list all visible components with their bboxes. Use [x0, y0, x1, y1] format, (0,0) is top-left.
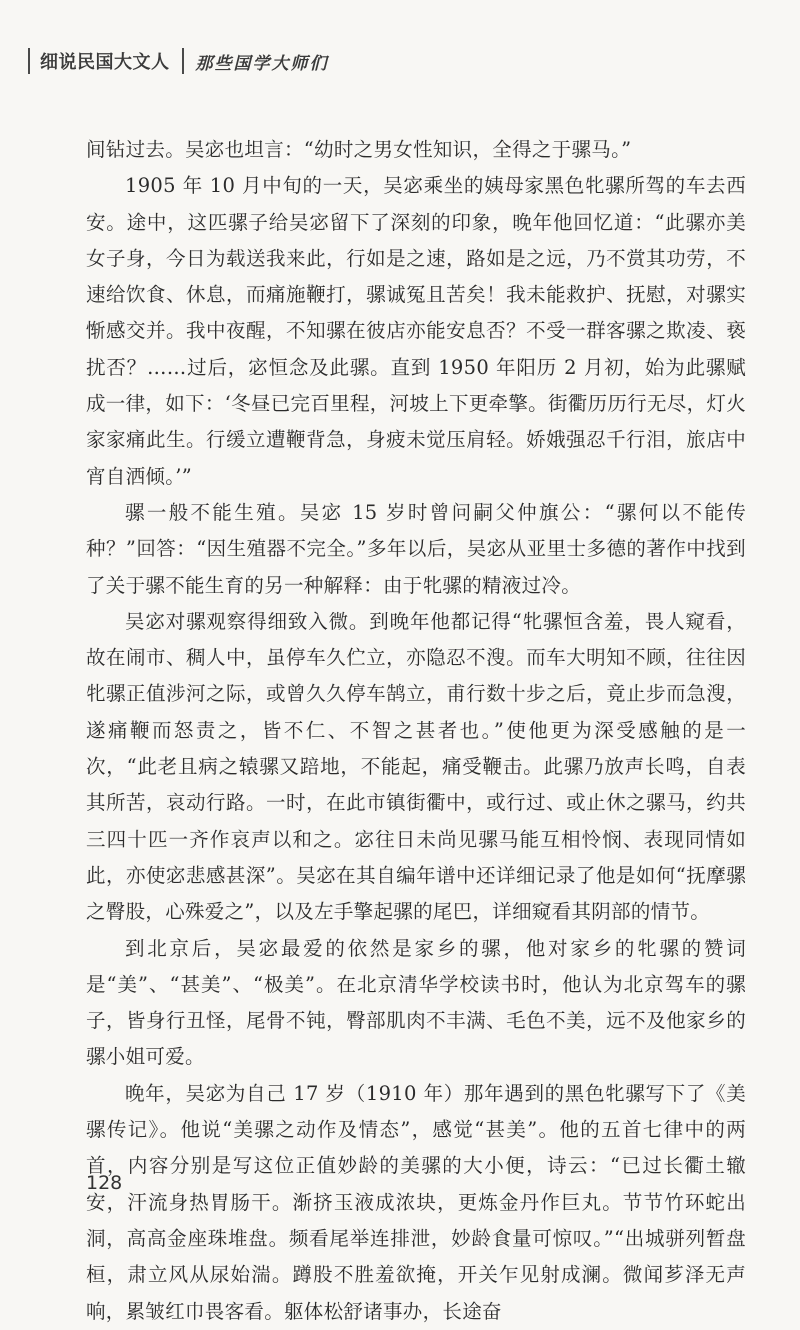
paragraph: 1905 年 10 月中旬的一天，吴宓乘坐的姨母家黑色牝骡所驾的车去西安。途中，这匹骡子给吴宓留下了深刻的印象，晚年他回忆道：“此骡亦美女子身，今日为载送我来此，行如是之速，路如是之远，乃不赏其功劳，不速给饮食、休息，而痛施鞭打，骡诚冤且苦矣！我未能救护、抚慰，对骡实惭感交并。我中夜醒，不知骡在彼店亦能安息否？不受一群客骡之欺凌、亵扰否？……过后，宓恒念及此骡。直到 1950 年阳历 2 月初，始为此骡赋成一律，如下：‘冬昼已完百里程，河坡上下更牵擎。街衢历历行无尽，灯火家家痛此生。行缓立遭鞭背急，身疲未觉压肩轻。娇娥强忍千行泪，旅店中宵自洒倾。’” [86, 174, 746, 488]
header-left-rule [28, 48, 30, 74]
paragraph: 骡一般不能生殖。吴宓 15 岁时曾问嗣父仲旗公：“骡何以不能传种？”回答：“因生殖器不完全。”多年以后，吴宓从亚里士多德的著作中找到了关于骡不能生育的另一种解释：由于牝骡的精液过冷。 [86, 500, 746, 597]
page-number: 128 [86, 1172, 123, 1194]
running-header [28, 46, 329, 76]
paragraph: 到北京后，吴宓最爱的依然是家乡的骡，他对家乡的牝骡的赞词是“美”、“甚美”、“极美”。在北京清华学校读书时，他认为北京驾车的骡子，皆身行丑怪，尾骨不钝，臀部肌肉不丰满、毛色不美，远不及他家乡的骡小姐可爱。 [86, 936, 746, 1069]
paragraph-continuation: 间钻过去。吴宓也坦言：“幼时之男女性知识，全得之于骡马。” [86, 138, 632, 161]
paragraph: 晚年，吴宓为自己 17 岁（1910 年）那年遇到的黑色牝骡写下了《美骡传记》。他说“美骡之动作及情态”，感觉“甚美”。他的五首七律中的两首，内容分别是写这位正值妙龄的美骡的大小便，诗云：“已过长衢土辙安，汗流身热胃肠干。渐挤玉液成浓块，更炼金丹作巨丸。节节竹环蛇出洞，高高金座珠堆盘。频看尾举连排泄，妙龄食量可惊叹。”“出城骈列暂盘桓，肃立风从尿始湍。蹲股不胜羞欲掩，开关乍见射成澜。微闻芗泽无声响，累皱红巾畏客看。躯体松舒诸事办，长途奋 [86, 1081, 746, 1323]
page-body [86, 132, 746, 1330]
header-series-title: 细说民国大文人 [40, 52, 170, 73]
header-divider-rule [182, 48, 184, 74]
header-subtitle: 那些国学大师们 [195, 53, 329, 74]
paragraph: 吴宓对骡观察得细致入微。到晚年他都记得“牝骡恒含羞，畏人窥看，故在闹市、稠人中，虽停车久伫立，亦隐忍不溲。而车大明知不顾，往往因牝骡正值涉河之际，或曾久久停车鹄立，甫行数十步之后，竟止步而急溲，遂痛鞭而怒责之，皆不仁、不智之甚者也。”使他更为深受感触的是一次，“此老且病之辕骡又踣地，不能起，痛受鞭击。此骡乃放声长鸣，自表其所苦，哀动行路。一时，在此市镇街衢中，或行过、或止休之骡马，约共三四十匹一齐作哀声以和之。宓往日未尚见骡马能互相怜悯、表现同情如此，亦使宓悲感甚深”。吴宓在其自编年谱中还详细记录了他是如何“抚摩骡之臀股，心殊爱之”，以及左手擎起骡的尾巴，详细窥看其阴部的情节。 [86, 609, 746, 924]
